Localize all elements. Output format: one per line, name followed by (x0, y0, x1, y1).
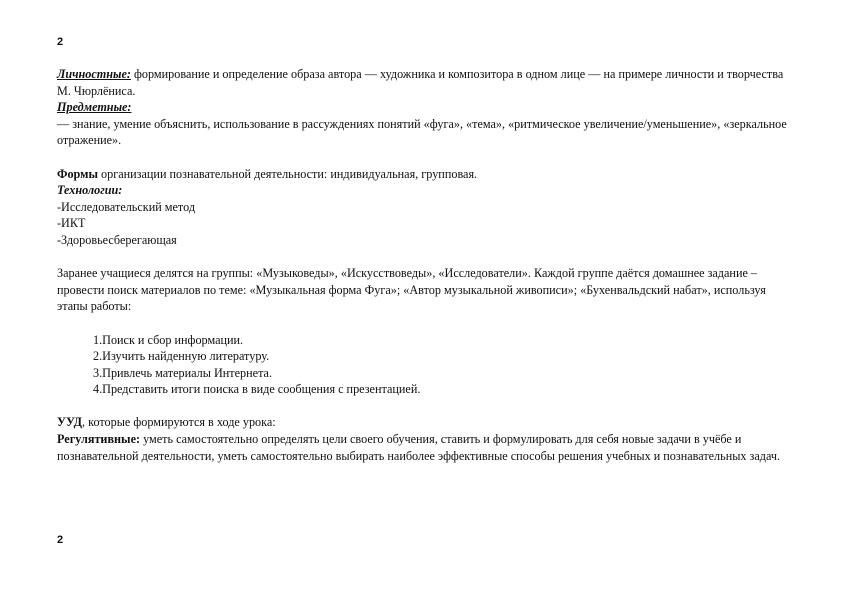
intro-paragraph: Заранее учащиеся делятся на группы: «Музыковеды», «Искусствоведы», «Исследователи». Каждой группе даётся домашнее задание – провести поиск материалов по теме: «Музыкальная форма Фуга»; «Автор музыкальной живописи»; «Бухенвальдский набат», используя этапы работы: (57, 266, 766, 314)
personal-text: формирование и определение образа автора — художника и композитора в одном лице — на примере личности и творчества М. Чюрлёниса. (57, 67, 784, 98)
uud-text: , которые формируются в ходе урока: (82, 415, 276, 430)
personal-label: Личностные: (57, 67, 131, 81)
regulatory-label: Регулятивные: (57, 432, 141, 447)
technologies-label: Технологии: (57, 183, 123, 198)
uud-line (57, 414, 787, 431)
subject-label: Предметные: (57, 100, 132, 115)
regulatory-text: уметь самостоятельно определять цели своего обучения, ставить и формулировать для себя новые задачи в учёбе и познавательной деятельности, уметь самостоятельно выбирать наиболее эффективные способы решения учебных и познавательных задач. (57, 432, 781, 463)
uud-label: УУД (57, 415, 83, 430)
technologies-label-line (57, 182, 787, 199)
document-body (57, 66, 787, 464)
forms-text: организации познавательной деятельности: индивидуальная, групповая. (97, 166, 478, 181)
work-step: 4.Представить итоги поиска в виде сообщения с презентацией. (93, 382, 421, 397)
spacer (57, 315, 787, 332)
spacer (57, 249, 787, 266)
personal-results (57, 66, 787, 99)
technology-item: -ИКТ (57, 216, 86, 231)
work-step: 1.Поиск и сбор информации. (93, 332, 244, 347)
work-step: 3.Привлечь материалы Интернета. (93, 365, 272, 380)
page-number-top: 2 (57, 36, 64, 48)
page-number-bottom: 2 (57, 534, 64, 546)
technology-item: -Исследовательский метод (57, 199, 196, 214)
spacer (57, 149, 787, 166)
technology-item: -Здоровьесберегающая (57, 232, 177, 247)
spacer (57, 398, 787, 415)
work-steps-list (57, 332, 787, 398)
regulatory-paragraph (57, 431, 787, 464)
forms-line (57, 166, 787, 183)
subject-label-line (57, 99, 787, 116)
subject-text: — знание, умение объяснить, использование в рассуждениях понятий «фуга», «тема», «ритмическое увеличение/уменьшение», «зеркальное отражение». (57, 116, 787, 148)
work-step: 2.Изучить найденную литературу. (93, 349, 270, 364)
forms-label: Формы (57, 166, 98, 181)
